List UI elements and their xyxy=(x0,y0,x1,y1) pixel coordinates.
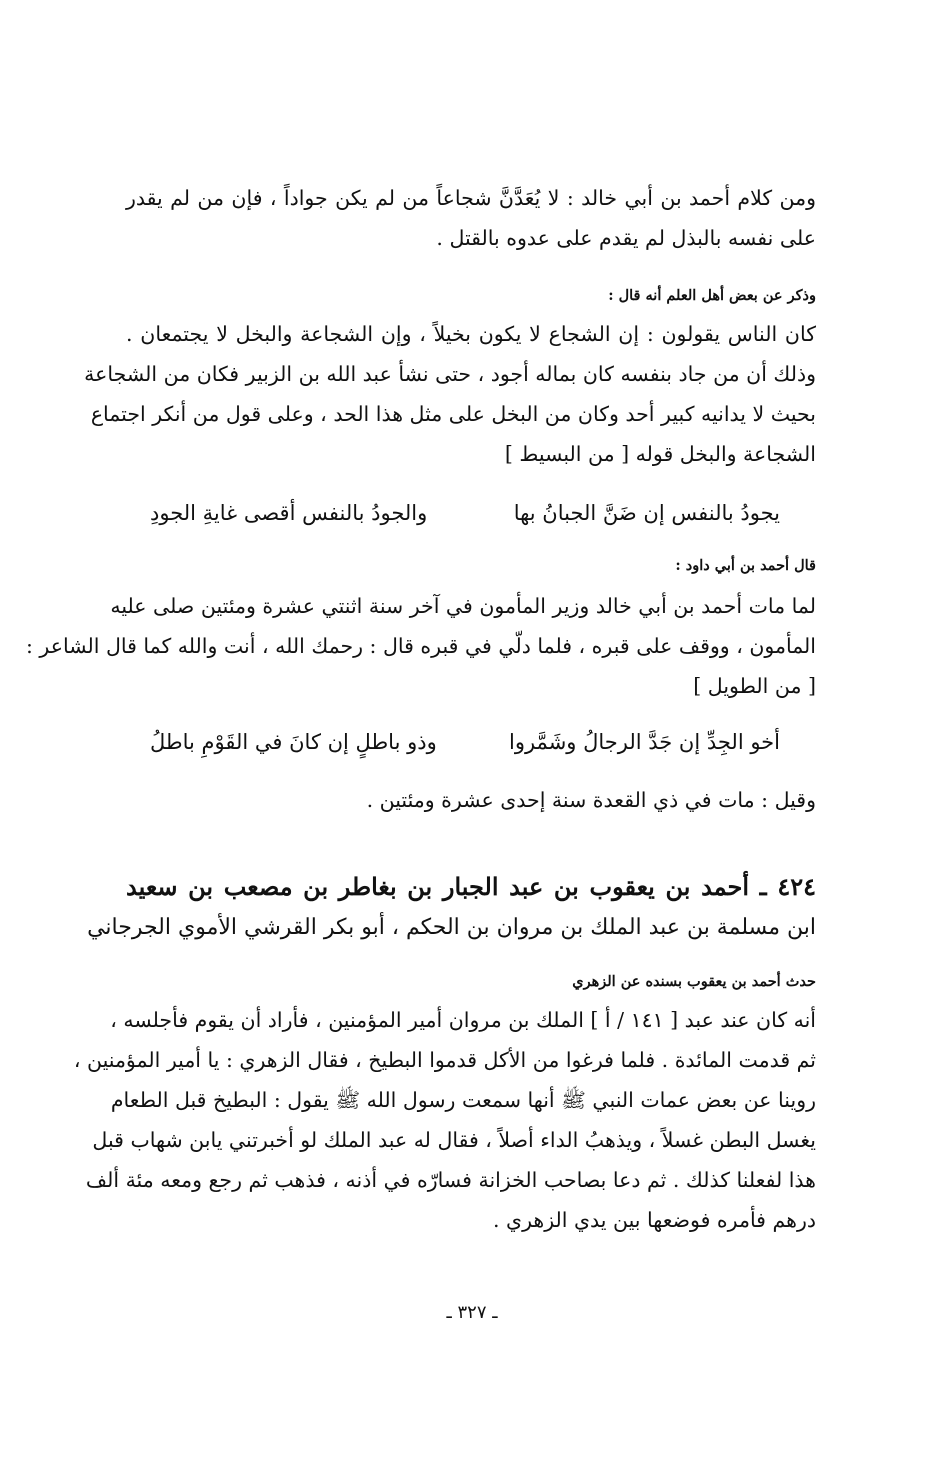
text-line: بحيث لا يدانيه كبير أحد وكان من البخل على مثل هذا الحد ، وعلى قول من أنكر اجتماع xyxy=(90,402,816,426)
poetry-verse xyxy=(126,722,816,762)
paragraph-1 xyxy=(126,178,816,258)
text-line: على نفسه بالبذل لم يقدم على عدوه بالقتل . xyxy=(436,226,816,250)
text-line: ومن كلام أحمد بن أبي خالد : لا يُعَدَّنَّ شجاعاً من لم يكن جواداً ، فإن من لم يقدر xyxy=(126,186,816,210)
text-line: الشجاعة والبخل قوله [ من البسيط ] xyxy=(504,442,816,466)
verse-second-hemistich: وذو باطلٍ إن كانَ في القَوْمِ باطلُ xyxy=(150,730,437,754)
text-line: وذلك أن من جاد بنفسه كان بماله أجود ، حتى نشأ عبد الله بن الزبير فكان من الشجاعة xyxy=(84,362,816,386)
text-line: درهم فأمره فوضعها بين يدي الزهري . xyxy=(493,1208,816,1232)
poetry-verse xyxy=(126,493,816,533)
verse-first-hemistich: أخو الجِدِّ إن جَدَّ الرجالُ وشَمَّروا xyxy=(508,730,780,754)
text-line: لما مات أحمد بن أبي خالد وزير المأمون في آخر سنة اثنتي عشرة ومئتين صلى عليه xyxy=(110,594,816,618)
text-line: وقيل : مات في ذي القعدة سنة إحدى عشرة ومئتين . xyxy=(366,788,816,812)
text-line: أنه كان عند عبد [ ١٤١ / أ ] الملك بن مروان أمير المؤمنين ، فأراد أن يقوم فأجلسه ، xyxy=(110,1008,816,1032)
paragraph-2 xyxy=(84,314,816,474)
narration-note: وذكر عن بعض أهل العلم أنه قال : xyxy=(608,287,816,304)
paragraph-3 xyxy=(25,586,816,706)
text-line: ثم قدمت المائدة . فلما فرغوا من الأكل قدموا البطيخ ، فقال الزهري : يا أمير المؤمنين ، xyxy=(73,1048,816,1072)
text-line: هذا لفعلنا كذلك . ثم دعا بصاحب الخزانة فسارّه في أذنه ، فذهب ثم رجع ومعه مئة ألف xyxy=(85,1168,816,1192)
paragraph-5 xyxy=(73,1000,816,1240)
page-number: ـ ٣٢٧ ـ xyxy=(446,1302,498,1323)
narration-note: قال أحمد بن أبي داود : xyxy=(675,557,816,574)
verse-second-hemistich: والجودُ بالنفس أقصى غايةِ الجودِ xyxy=(150,501,428,525)
text-line: المأمون ، ووقف على قبره ، فلما دلّي في قبره قال : رحمك الله ، أنت والله كما قال الشاعر : xyxy=(25,634,816,658)
entry-subheading: ابن مسلمة بن عبد الملك بن مروان بن الحكم ، أبو بكر القرشي الأموي الجرجاني xyxy=(87,915,816,940)
verse-first-hemistich: يجودُ بالنفس إن ضَنَّ الجبانُ بها xyxy=(513,501,780,525)
paragraph-4 xyxy=(126,780,816,820)
entry-heading: ٤٢٤ ـ أحمد بن يعقوب بن عبد الجبار بن بغاطر بن مصعب بن سعيد xyxy=(126,872,816,901)
text-line: [ من الطويل ] xyxy=(693,674,816,698)
narration-note: حدث أحمد بن يعقوب بسنده عن الزهري xyxy=(572,973,816,990)
text-line: روينا عن بعض عمات النبي ﷺ أنها سمعت رسول الله ﷺ يقول : البطيخ قبل الطعام xyxy=(110,1088,816,1112)
text-line: كان الناس يقولون : إن الشجاع لا يكون بخيلاً ، وإن الشجاعة والبخل لا يجتمعان . xyxy=(126,322,816,346)
text-line: يغسل البطن غسلاً ، ويذهبُ الداء أصلاً ، فقال له عبد الملك لو أخبرتني يابن شهاب قبل xyxy=(92,1128,816,1152)
